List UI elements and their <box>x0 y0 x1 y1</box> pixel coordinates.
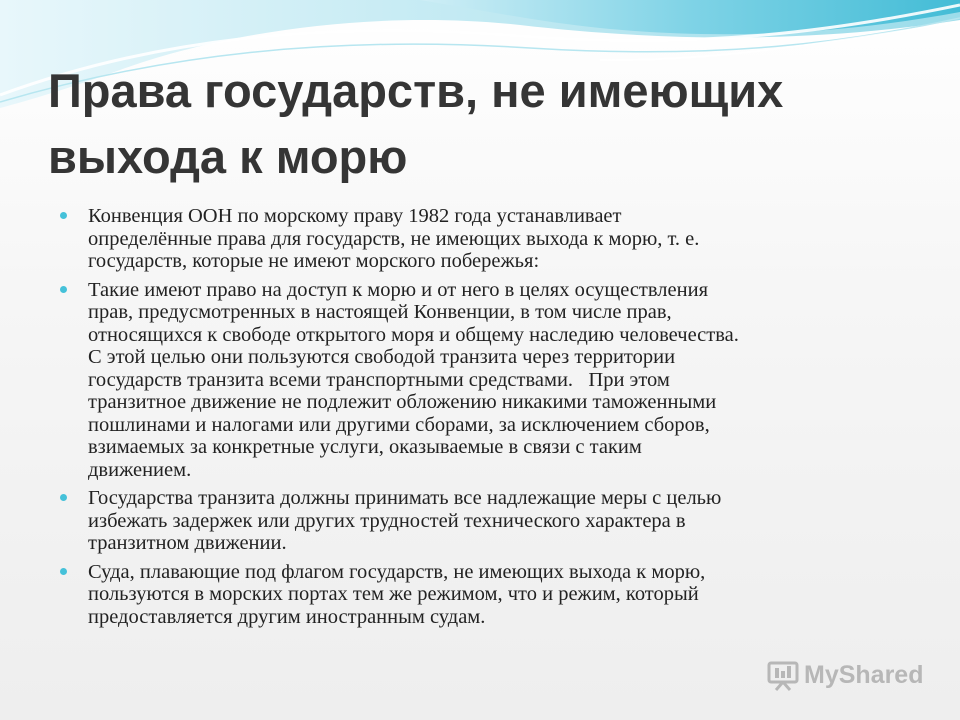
bullet-line: Конвенция ООН по морскому праву 1982 года устанавливает <box>88 205 622 227</box>
bullet-line: государств транзита всеми транспортными средствами. При этом <box>88 368 670 391</box>
bullet-line: предоставляется другим иностранным судам. <box>88 605 486 628</box>
myshared-watermark <box>766 655 936 695</box>
bullet-line: Суда, плавающие под флагом государств, не имеющих выхода к морю, <box>88 560 706 583</box>
bullet-item <box>60 487 920 555</box>
bullet-line: Государства транзита должны принимать все надлежащие меры с целью <box>88 487 722 509</box>
bullet-line: взимаемых за конкретные услуги, оказываемые в связи с таким <box>88 436 642 458</box>
bullet-item <box>60 279 920 482</box>
bullet-dot-icon <box>60 286 67 293</box>
bullet-line: избежать задержек или других трудностей технического характера в <box>88 509 686 532</box>
slide-title <box>48 58 918 190</box>
bullet-line: пошлинами и налогами или другими сборами, за исключением сборов, <box>88 413 710 436</box>
title-line-2: выхода к морю <box>48 130 408 183</box>
bullet-line: С этой целью они пользуются свободой транзита через территории <box>88 346 676 368</box>
bullet-dot-icon <box>60 212 67 219</box>
bullet-list <box>60 205 920 634</box>
watermark-text: MyShared <box>804 660 924 689</box>
bullet-line: государств, которые не имеют морского побережья: <box>88 250 540 272</box>
bullet-line: движением. <box>88 458 192 481</box>
bullet-dot-icon <box>60 494 67 501</box>
bullet-line: транзитное движение не подлежит обложению никакими таможенными <box>88 391 717 413</box>
bullet-line: пользуются в морских портах тем же режимом, что и режим, который <box>88 583 699 605</box>
title-line-1: Права государств, не имеющих <box>48 64 784 117</box>
bullet-line: Такие имеют право на доступ к морю и от него в целях осуществления <box>88 278 708 301</box>
bullet-line: прав, предусмотренных в настоящей Конвенции, в том числе прав, <box>88 301 672 323</box>
bullet-item <box>60 561 920 629</box>
bullet-line: транзитном движении. <box>88 532 287 554</box>
bullet-item <box>60 205 920 273</box>
presentation-board-icon <box>766 658 800 692</box>
bullet-line: определённые права для государств, не имеющих выхода к морю, т. е. <box>88 227 700 250</box>
bullet-line: относящихся к свободе открытого моря и общему наследию человечества. <box>88 323 739 346</box>
bullet-dot-icon <box>60 568 67 575</box>
